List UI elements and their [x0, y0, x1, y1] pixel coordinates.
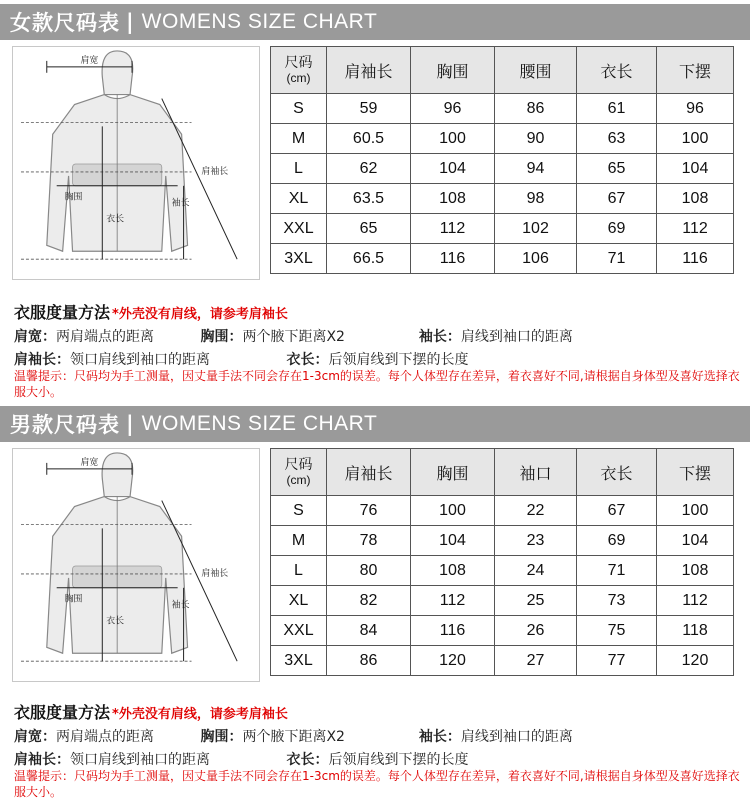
measure-cell: 75 — [577, 616, 657, 646]
measure-cell: 112 — [657, 586, 734, 616]
table-row — [271, 184, 734, 214]
method-note: *外壳没有肩线，请参考肩袖长 — [112, 707, 288, 722]
measure-cell: 77 — [577, 646, 657, 676]
method-sleeve — [419, 326, 573, 346]
measure-cell: 26 — [495, 616, 577, 646]
measure-cell: 27 — [495, 646, 577, 676]
size-cell: L — [271, 154, 327, 184]
measure-cell: 66.5 — [327, 244, 411, 274]
table-row — [271, 526, 734, 556]
size-header-unit: (cm) — [286, 473, 311, 487]
table-row — [271, 124, 734, 154]
header-separator: | — [126, 412, 134, 436]
measure-cell: 112 — [411, 586, 495, 616]
measure-cell: 63.5 — [327, 184, 411, 214]
men-header-title-cn: 男款尺码表 — [10, 413, 120, 437]
measure-cell: 104 — [411, 526, 495, 556]
measure-cell: 90 — [495, 124, 577, 154]
men-jacket-measure-diagram — [12, 448, 260, 682]
table-row — [271, 94, 734, 124]
measure-cell: 65 — [327, 214, 411, 244]
method-chest — [200, 326, 414, 346]
size-column-header — [271, 449, 327, 496]
women-measure-method — [14, 300, 744, 369]
measure-cell: 78 — [327, 526, 411, 556]
measure-cell: 108 — [657, 184, 734, 214]
column-header: 肩袖长 — [327, 449, 411, 496]
method-key: 肩袖长： — [14, 752, 70, 768]
measure-cell: 69 — [577, 526, 657, 556]
table-row — [271, 556, 734, 586]
size-cell: 3XL — [271, 244, 327, 274]
measure-cell: 104 — [411, 154, 495, 184]
method-value: 肩线到袖口的距离 — [460, 329, 573, 345]
method-row-1 — [14, 726, 744, 746]
method-title-line — [14, 300, 744, 323]
figure-chest-label: 胸围 — [64, 594, 83, 605]
header-separator: | — [126, 10, 134, 34]
measure-cell: 71 — [577, 244, 657, 274]
size-cell: L — [271, 556, 327, 586]
measure-cell: 24 — [495, 556, 577, 586]
method-key: 袖长： — [418, 329, 461, 345]
size-cell: XXL — [271, 214, 327, 244]
method-value: 两个腋下距离X2 — [242, 329, 345, 345]
figure-sleeve-label: 袖长 — [171, 198, 190, 209]
size-cell: XXL — [271, 616, 327, 646]
size-cell: XL — [271, 586, 327, 616]
size-cell: XL — [271, 184, 327, 214]
measure-cell: 116 — [657, 244, 734, 274]
measure-cell: 94 — [495, 154, 577, 184]
column-header: 胸围 — [411, 449, 495, 496]
jacket-sketch-icon — [13, 47, 259, 279]
column-header: 袖口 — [495, 449, 577, 496]
measure-cell: 23 — [495, 526, 577, 556]
women-header-title-cn: 女款尺码表 — [10, 11, 120, 35]
men-measure-method — [14, 700, 744, 769]
figure-shoulder-label: 肩宽 — [80, 55, 99, 66]
measure-cell: 104 — [657, 526, 734, 556]
method-length — [286, 749, 468, 769]
measure-cell: 116 — [411, 244, 495, 274]
measure-cell: 63 — [577, 124, 657, 154]
size-header-label: 尺码 — [284, 54, 313, 70]
measure-cell: 96 — [411, 94, 495, 124]
measure-cell: 100 — [411, 124, 495, 154]
measure-cell: 120 — [411, 646, 495, 676]
column-header: 腰围 — [495, 47, 577, 94]
measure-cell: 67 — [577, 184, 657, 214]
measure-cell: 61 — [577, 94, 657, 124]
measure-cell: 116 — [411, 616, 495, 646]
method-value: 两肩端点的距离 — [56, 729, 154, 745]
method-key: 肩宽： — [14, 729, 56, 745]
measure-cell: 112 — [411, 214, 495, 244]
measure-cell: 22 — [495, 496, 577, 526]
table-row — [271, 616, 734, 646]
method-shoulder — [14, 326, 196, 346]
measure-cell: 98 — [495, 184, 577, 214]
table-row — [271, 496, 734, 526]
table-row — [271, 214, 734, 244]
measure-cell: 102 — [495, 214, 577, 244]
table-header-row — [271, 449, 734, 496]
measure-cell: 96 — [657, 94, 734, 124]
column-header: 胸围 — [411, 47, 495, 94]
method-key: 胸围： — [200, 729, 243, 745]
figure-length-label: 衣长 — [106, 214, 125, 225]
table-row — [271, 244, 734, 274]
measure-cell: 59 — [327, 94, 411, 124]
method-value: 领口肩线到袖口的距离 — [70, 752, 210, 768]
method-sleeve — [419, 726, 573, 746]
men-size-table — [270, 448, 734, 676]
measure-cell: 120 — [657, 646, 734, 676]
women-table-body — [271, 94, 734, 274]
column-header: 衣长 — [577, 449, 657, 496]
figure-shoulder-label: 肩宽 — [80, 457, 99, 468]
table-row — [271, 586, 734, 616]
figure-shoulder-sleeve-label: 肩袖长 — [201, 568, 229, 579]
measure-cell: 108 — [411, 184, 495, 214]
measure-cell: 106 — [495, 244, 577, 274]
men-size-section — [0, 402, 750, 802]
size-cell: 3XL — [271, 646, 327, 676]
measure-cell: 73 — [577, 586, 657, 616]
table-row — [271, 154, 734, 184]
men-header-title-en: WOMENS SIZE CHART — [141, 412, 378, 435]
method-note: *外壳没有肩线，请参考肩袖长 — [112, 307, 288, 322]
measure-cell: 69 — [577, 214, 657, 244]
measure-cell: 80 — [327, 556, 411, 586]
method-title: 衣服度量方法 — [14, 703, 111, 722]
measure-cell: 100 — [657, 496, 734, 526]
size-header-unit: (cm) — [286, 71, 311, 85]
measure-cell: 104 — [657, 154, 734, 184]
size-column-header — [271, 47, 327, 94]
men-warm-tip: 温馨提示：尺码均为手工测量，因丈量手法不同会存在1-3cm的误差。每个人体型存在差异，着衣喜好不同,请根据自身体型及喜好选择衣服大小。 — [14, 769, 740, 799]
size-cell: S — [271, 496, 327, 526]
measure-cell: 67 — [577, 496, 657, 526]
women-size-table — [270, 46, 734, 274]
jacket-sketch-icon — [13, 449, 259, 681]
column-header: 下摆 — [657, 449, 734, 496]
women-header-title-en: WOMENS SIZE CHART — [141, 10, 378, 33]
measure-cell: 84 — [327, 616, 411, 646]
method-key: 肩宽： — [14, 329, 56, 345]
measure-cell: 65 — [577, 154, 657, 184]
size-header-label: 尺码 — [284, 456, 313, 472]
men-table-body — [271, 496, 734, 676]
method-row-2 — [14, 349, 744, 369]
column-header: 肩袖长 — [327, 47, 411, 94]
women-warm-tip: 温馨提示：尺码均为手工测量，因丈量手法不同会存在1-3cm的误差。每个人体型存在差异，着衣喜好不同,请根据自身体型及喜好选择衣服大小。 — [14, 369, 740, 399]
method-title: 衣服度量方法 — [14, 303, 111, 322]
figure-chest-label: 胸围 — [64, 192, 83, 203]
women-section-header — [0, 4, 750, 40]
figure-length-label: 衣长 — [106, 616, 125, 627]
method-row-1 — [14, 326, 744, 346]
measure-cell: 118 — [657, 616, 734, 646]
method-key: 袖长： — [418, 729, 461, 745]
measure-cell: 108 — [657, 556, 734, 586]
measure-cell: 112 — [657, 214, 734, 244]
figure-shoulder-sleeve-label: 肩袖长 — [201, 166, 229, 177]
method-key: 肩袖长： — [14, 352, 70, 368]
women-jacket-measure-diagram — [12, 46, 260, 280]
size-cell: M — [271, 124, 327, 154]
method-shoulder-sleeve — [14, 349, 282, 369]
table-header-row — [271, 47, 734, 94]
method-value: 领口肩线到袖口的距离 — [70, 352, 210, 368]
method-value: 两个腋下距离X2 — [242, 729, 345, 745]
measure-cell: 71 — [577, 556, 657, 586]
method-key: 衣长： — [286, 352, 329, 368]
method-value: 后领肩线到下摆的长度 — [328, 752, 469, 768]
measure-cell: 100 — [657, 124, 734, 154]
measure-cell: 25 — [495, 586, 577, 616]
method-title-line — [14, 700, 744, 723]
measure-cell: 100 — [411, 496, 495, 526]
size-cell: M — [271, 526, 327, 556]
method-key: 胸围： — [200, 329, 243, 345]
men-section-header — [0, 406, 750, 442]
method-value: 后领肩线到下摆的长度 — [328, 352, 469, 368]
method-value: 两肩端点的距离 — [56, 329, 154, 345]
method-value: 肩线到袖口的距离 — [460, 729, 573, 745]
measure-cell: 60.5 — [327, 124, 411, 154]
method-shoulder — [14, 726, 196, 746]
method-row-2 — [14, 749, 744, 769]
figure-sleeve-label: 袖长 — [171, 600, 190, 611]
measure-cell: 82 — [327, 586, 411, 616]
measure-cell: 86 — [495, 94, 577, 124]
column-header: 衣长 — [577, 47, 657, 94]
measure-cell: 76 — [327, 496, 411, 526]
method-key: 衣长： — [286, 752, 329, 768]
method-chest — [200, 726, 414, 746]
method-shoulder-sleeve — [14, 749, 282, 769]
measure-cell: 86 — [327, 646, 411, 676]
size-cell: S — [271, 94, 327, 124]
measure-cell: 62 — [327, 154, 411, 184]
method-length — [286, 349, 468, 369]
table-row — [271, 646, 734, 676]
measure-cell: 108 — [411, 556, 495, 586]
column-header: 下摆 — [657, 47, 734, 94]
